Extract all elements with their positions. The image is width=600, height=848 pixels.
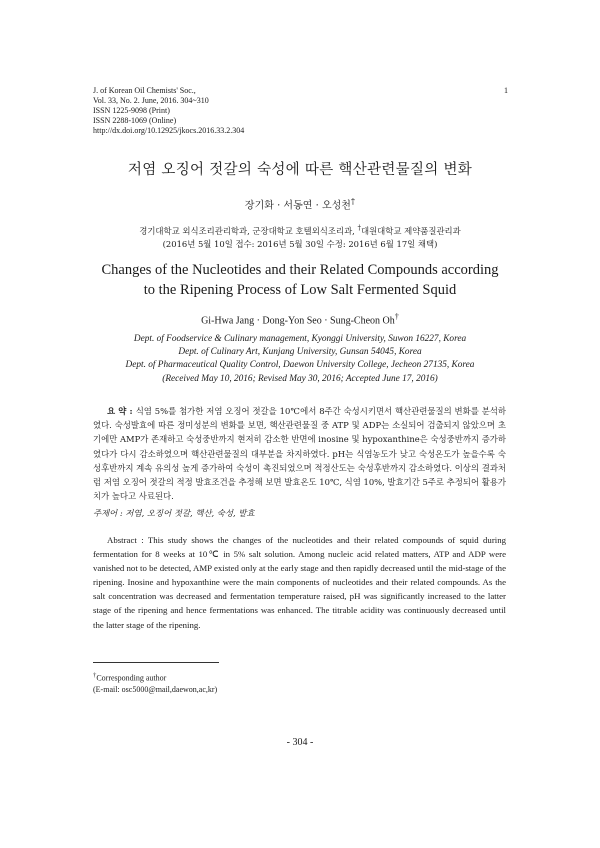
english-title: [0, 260, 600, 300]
english-dates: (Received May 10, 2016; Revised May 30, 2016; Accepted June 17, 2016): [162, 373, 438, 384]
english-abstract: [93, 533, 506, 632]
english-affil-line2: Dept. of Culinary Art, Kunjang University, Gunsan 54045, Korea: [178, 347, 422, 358]
korean-affiliations: [0, 222, 600, 251]
korean-abstract-label: 요 약 :: [107, 406, 136, 416]
korean-keywords: 주제어 : 저염, 오징어 젓갈, 핵산, 숙성, 발효: [93, 508, 255, 518]
korean-affil-a: 경기대학교 외식조리관리학과, 군장대학교 호텔외식조리과,: [139, 225, 358, 236]
korean-abstract: [93, 404, 506, 503]
corresponding-email[interactable]: (E-mail: osc5000@mail,daewon,ac,kr): [93, 684, 218, 694]
page-number-bottom: - 304 -: [286, 737, 314, 748]
korean-affil-line1: [0, 222, 600, 238]
english-affil-line3: Dept. of Pharmaceutical Quality Control, Daewon University College, Jecheon 27135, Korea: [125, 360, 475, 371]
english-affil-line1: Dept. of Foodservice & Culinary management, Kyonggi University, Suwon 16227, Korea: [133, 334, 467, 344]
english-authors: [0, 312, 600, 326]
journal-info: [93, 86, 244, 136]
issn-print: ISSN 1225-9098 (Print): [93, 106, 170, 115]
korean-affil-dagger: †: [357, 224, 361, 232]
page-number-top: 1: [504, 86, 508, 95]
doi-link[interactable]: http://dx.doi.org/10.12925/jkocs.2016.33.2.304: [93, 126, 245, 135]
english-affiliations: [0, 333, 600, 386]
english-abstract-text: This study shows the changes of the nucleotides and their related compounds of squid during fermentation for 8 weeks at 10℃ in 5% salt solution. Among nucleic acid related matters, ATP and ADP were vanished not to be detected, AMP existed only at the early stage and then rapidly decreased until the mid-stage of the ripening. Inosine and hypoxanthine were the main components of nucleotides and their related compounds. As the salt concentration was decreased and fermentation temperature raised, pH was significantly increased to the latter stage of the ripening and hence fermentations was enhanced. The titrable acidity was continuously decreased until the latter stage of the ripening.: [93, 535, 506, 630]
korean-author-dagger: †: [350, 196, 356, 206]
footnote-divider: [93, 662, 219, 663]
footnote-dagger: †: [93, 672, 97, 679]
korean-dates: (2016년 5월 10일 접수: 2016년 5월 30일 수정: 2016년 6월 17일 채택): [162, 238, 438, 249]
corresponding-author-label: Corresponding author: [96, 673, 167, 683]
korean-affil-b: 대원대학교 제약품질관리과: [360, 225, 461, 236]
korean-title: 저염 오징어 젓갈의 숙성에 따른 핵산관련물질의 변화: [127, 162, 473, 178]
journal-volume: Vol. 33, No. 2. June, 2016. 304~310: [93, 96, 209, 105]
korean-authors: [0, 196, 600, 211]
korean-author-names: 장기화 · 서동연 · 오성천: [244, 200, 351, 212]
english-abstract-label: Abstract :: [107, 535, 148, 545]
korean-abstract-text: 식염 5%를 첨가한 저염 오징어 젓갈을 10℃에서 8주간 숙성시키면서 핵산관련물질의 변화를 분석하였다. 숙성발효에 따른 정미성분의 변화를 보면, 핵산관련물질 중 ATP 및 ADP는 소실되어 검출되지 않았으며 초기에만 AMP가 존재하고 숙성중반까지 현저히 감소한 반면에 inosine 및 hypoxanthine은 숙성중반까지 증가하였다가 다시 감소하였으며 핵산관련물질의 대부분을 차지하였다. pH는 식염농도가 낮고 숙성온도가 높을수록 숙성후반까지 계속 유의성 높게 증가하여 숙성이 촉진되었으며 적정산도는 숙성후반까지 감소하였다. 이상의 결과처럼 저염 오징어 젓갈의 적정 발효조건을 추정해 보면 발효온도 10℃, 식염 10%, 발효기간 5주로 추정되어 활용가치가 높다고 사료된다.: [93, 406, 506, 502]
english-title-line2: to the Ripening Process of Low Salt Fermented Squid: [143, 282, 457, 298]
journal-name: J. of Korean Oil Chemists' Soc.,: [93, 86, 196, 95]
english-author-dagger: †: [394, 312, 399, 321]
english-title-line1: Changes of the Nucleotides and their Related Compounds according: [101, 262, 499, 278]
footnote-line1: [93, 670, 217, 684]
issn-online: ISSN 2288-1069 (Online): [93, 116, 177, 125]
footnote: [93, 670, 217, 695]
english-author-names: Gi-Hwa Jang · Dong-Yon Seo · Sung-Cheon Oh: [201, 315, 395, 327]
